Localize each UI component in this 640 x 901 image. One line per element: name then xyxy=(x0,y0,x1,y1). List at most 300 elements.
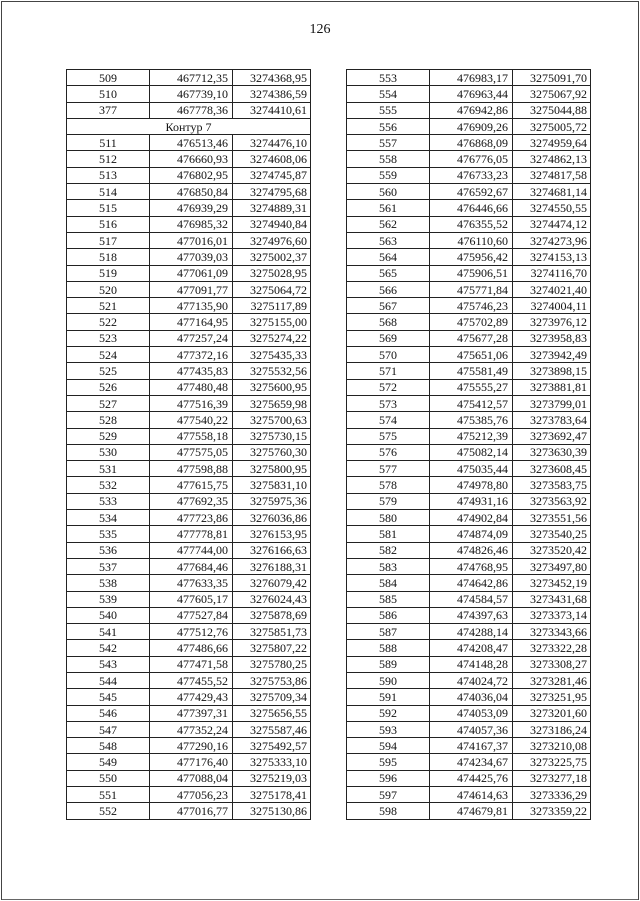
x-coordinate-cell: 477016,01 xyxy=(150,232,233,248)
point-number-cell: 538 xyxy=(67,575,150,591)
y-coordinate-cell: 3274476,10 xyxy=(233,135,311,151)
table-row xyxy=(347,86,591,102)
table-row xyxy=(67,526,311,542)
y-coordinate-cell: 3273551,56 xyxy=(513,510,591,526)
point-number-cell: 548 xyxy=(67,738,150,754)
point-number-cell: 560 xyxy=(347,184,430,200)
x-coordinate-cell: 477429,43 xyxy=(150,689,233,705)
x-coordinate-cell: 474614,63 xyxy=(430,787,513,803)
table-row xyxy=(347,591,591,607)
x-coordinate-cell: 475677,28 xyxy=(430,330,513,346)
x-coordinate-cell: 477744,00 xyxy=(150,542,233,558)
x-coordinate-cell: 477455,52 xyxy=(150,672,233,688)
y-coordinate-cell: 3275800,95 xyxy=(233,461,311,477)
table-row xyxy=(347,118,591,134)
point-number-cell: 521 xyxy=(67,298,150,314)
point-number-cell: 593 xyxy=(347,721,430,737)
x-coordinate-cell: 467712,35 xyxy=(150,70,233,86)
table-row xyxy=(67,444,311,460)
point-number-cell: 573 xyxy=(347,395,430,411)
point-number-cell: 536 xyxy=(67,542,150,558)
contour-label: Контур 7 xyxy=(67,118,311,134)
table-row xyxy=(67,721,311,737)
x-coordinate-cell: 474584,57 xyxy=(430,591,513,607)
table-row xyxy=(347,298,591,314)
y-coordinate-cell: 3273225,75 xyxy=(513,754,591,770)
y-coordinate-cell: 3273583,75 xyxy=(513,477,591,493)
point-number-cell: 581 xyxy=(347,526,430,542)
table-row xyxy=(347,787,591,803)
page-border-top xyxy=(2,1,638,2)
table-row xyxy=(67,347,311,363)
point-number-cell: 562 xyxy=(347,216,430,232)
y-coordinate-cell: 3276166,63 xyxy=(233,542,311,558)
point-number-cell: 595 xyxy=(347,754,430,770)
table-row xyxy=(67,705,311,721)
table-row xyxy=(347,754,591,770)
y-coordinate-cell: 3275492,57 xyxy=(233,738,311,754)
x-coordinate-cell: 477091,77 xyxy=(150,281,233,297)
x-coordinate-cell: 477176,40 xyxy=(150,754,233,770)
x-coordinate-cell: 474036,04 xyxy=(430,689,513,705)
table-row xyxy=(67,770,311,786)
x-coordinate-cell: 476939,29 xyxy=(150,200,233,216)
x-coordinate-cell: 476733,23 xyxy=(430,167,513,183)
x-coordinate-cell: 477088,04 xyxy=(150,770,233,786)
y-coordinate-cell: 3275130,86 xyxy=(233,803,311,819)
y-coordinate-cell: 3276024,43 xyxy=(233,591,311,607)
table-row xyxy=(347,526,591,542)
x-coordinate-cell: 476660,93 xyxy=(150,151,233,167)
x-coordinate-cell: 474397,63 xyxy=(430,607,513,623)
y-coordinate-cell: 3273976,12 xyxy=(513,314,591,330)
x-coordinate-cell: 474679,81 xyxy=(430,803,513,819)
table-row xyxy=(347,428,591,444)
y-coordinate-cell: 3276188,31 xyxy=(233,558,311,574)
y-coordinate-cell: 3275780,25 xyxy=(233,656,311,672)
x-coordinate-cell: 476592,67 xyxy=(430,184,513,200)
page-border-left xyxy=(1,1,2,900)
x-coordinate-cell: 474024,72 xyxy=(430,672,513,688)
x-coordinate-cell: 476446,66 xyxy=(430,200,513,216)
x-coordinate-cell: 475385,76 xyxy=(430,412,513,428)
point-number-cell: 541 xyxy=(67,624,150,640)
x-coordinate-cell: 477723,86 xyxy=(150,510,233,526)
table-row xyxy=(347,151,591,167)
table-row xyxy=(347,412,591,428)
y-coordinate-cell: 3273359,22 xyxy=(513,803,591,819)
x-coordinate-cell: 474053,09 xyxy=(430,705,513,721)
x-coordinate-cell: 476802,95 xyxy=(150,167,233,183)
table-row xyxy=(347,607,591,623)
x-coordinate-cell: 476868,09 xyxy=(430,135,513,151)
y-coordinate-cell: 3275219,03 xyxy=(233,770,311,786)
y-coordinate-cell: 3273783,64 xyxy=(513,412,591,428)
x-coordinate-cell: 474902,84 xyxy=(430,510,513,526)
y-coordinate-cell: 3275831,10 xyxy=(233,477,311,493)
point-number-cell: 598 xyxy=(347,803,430,819)
y-coordinate-cell: 3275975,36 xyxy=(233,493,311,509)
point-number-cell: 574 xyxy=(347,412,430,428)
coordinates-table-right xyxy=(346,69,591,820)
y-coordinate-cell: 3275760,30 xyxy=(233,444,311,460)
point-number-cell: 529 xyxy=(67,428,150,444)
table-row xyxy=(67,249,311,265)
y-coordinate-cell: 3275333,10 xyxy=(233,754,311,770)
x-coordinate-cell: 477056,23 xyxy=(150,787,233,803)
y-coordinate-cell: 3273540,25 xyxy=(513,526,591,542)
point-number-cell: 584 xyxy=(347,575,430,591)
point-number-cell: 556 xyxy=(347,118,430,134)
x-coordinate-cell: 475581,49 xyxy=(430,363,513,379)
y-coordinate-cell: 3274817,58 xyxy=(513,167,591,183)
x-coordinate-cell: 475702,89 xyxy=(430,314,513,330)
table-row xyxy=(347,249,591,265)
x-coordinate-cell: 477575,05 xyxy=(150,444,233,460)
point-number-cell: 534 xyxy=(67,510,150,526)
point-number-cell: 553 xyxy=(347,70,430,86)
x-coordinate-cell: 477352,24 xyxy=(150,721,233,737)
y-coordinate-cell: 3275064,72 xyxy=(233,281,311,297)
x-coordinate-cell: 474768,95 xyxy=(430,558,513,574)
x-coordinate-cell: 475555,27 xyxy=(430,379,513,395)
x-coordinate-cell: 476355,52 xyxy=(430,216,513,232)
x-coordinate-cell: 475412,57 xyxy=(430,395,513,411)
x-coordinate-cell: 477692,35 xyxy=(150,493,233,509)
table-row xyxy=(347,395,591,411)
y-coordinate-cell: 3275067,92 xyxy=(513,86,591,102)
y-coordinate-cell: 3275878,69 xyxy=(233,607,311,623)
y-coordinate-cell: 3273520,42 xyxy=(513,542,591,558)
table-row xyxy=(347,624,591,640)
y-coordinate-cell: 3273898,15 xyxy=(513,363,591,379)
table-row xyxy=(347,461,591,477)
point-number-cell: 592 xyxy=(347,705,430,721)
x-coordinate-cell: 476909,26 xyxy=(430,118,513,134)
x-coordinate-cell: 474425,76 xyxy=(430,770,513,786)
table-row xyxy=(67,428,311,444)
y-coordinate-cell: 3275730,15 xyxy=(233,428,311,444)
table-row xyxy=(347,721,591,737)
table-row xyxy=(347,102,591,118)
y-coordinate-cell: 3275807,22 xyxy=(233,640,311,656)
table-row xyxy=(67,510,311,526)
point-number-cell: 576 xyxy=(347,444,430,460)
table-row xyxy=(67,330,311,346)
y-coordinate-cell: 3273881,81 xyxy=(513,379,591,395)
x-coordinate-cell: 476850,84 xyxy=(150,184,233,200)
x-coordinate-cell: 477290,16 xyxy=(150,738,233,754)
table-row xyxy=(67,803,311,819)
table-row xyxy=(347,314,591,330)
y-coordinate-cell: 3273431,68 xyxy=(513,591,591,607)
y-coordinate-cell: 3274940,84 xyxy=(233,216,311,232)
table-row xyxy=(347,347,591,363)
y-coordinate-cell: 3275178,41 xyxy=(233,787,311,803)
table-row xyxy=(67,672,311,688)
table-row xyxy=(347,135,591,151)
table-row xyxy=(67,607,311,623)
y-coordinate-cell: 3275700,63 xyxy=(233,412,311,428)
table-row xyxy=(67,575,311,591)
table-row xyxy=(347,575,591,591)
x-coordinate-cell: 475771,84 xyxy=(430,281,513,297)
y-coordinate-cell: 3274386,59 xyxy=(233,86,311,102)
coordinates-table-right-body xyxy=(347,70,591,820)
point-number-cell: 567 xyxy=(347,298,430,314)
x-coordinate-cell: 474148,28 xyxy=(430,656,513,672)
y-coordinate-cell: 3273942,49 xyxy=(513,347,591,363)
point-number-cell: 509 xyxy=(67,70,150,86)
table-row xyxy=(67,102,311,118)
x-coordinate-cell: 474234,67 xyxy=(430,754,513,770)
table-row xyxy=(347,281,591,297)
table-row xyxy=(67,70,311,86)
x-coordinate-cell: 477257,24 xyxy=(150,330,233,346)
point-number-cell: 559 xyxy=(347,167,430,183)
table-row xyxy=(347,330,591,346)
y-coordinate-cell: 3275532,56 xyxy=(233,363,311,379)
x-coordinate-cell: 477435,83 xyxy=(150,363,233,379)
x-coordinate-cell: 475212,39 xyxy=(430,428,513,444)
table-row xyxy=(347,184,591,200)
point-number-cell: 594 xyxy=(347,738,430,754)
x-coordinate-cell: 477778,81 xyxy=(150,526,233,542)
y-coordinate-cell: 3273608,45 xyxy=(513,461,591,477)
x-coordinate-cell: 474208,47 xyxy=(430,640,513,656)
x-coordinate-cell: 476513,46 xyxy=(150,135,233,151)
point-number-cell: 577 xyxy=(347,461,430,477)
table-row xyxy=(347,656,591,672)
y-coordinate-cell: 3275091,70 xyxy=(513,70,591,86)
x-coordinate-cell: 476942,86 xyxy=(430,102,513,118)
point-number-cell: 589 xyxy=(347,656,430,672)
table-row xyxy=(67,656,311,672)
y-coordinate-cell: 3274116,70 xyxy=(513,265,591,281)
table-row xyxy=(347,542,591,558)
x-coordinate-cell: 477486,66 xyxy=(150,640,233,656)
y-coordinate-cell: 3275753,86 xyxy=(233,672,311,688)
point-number-cell: 532 xyxy=(67,477,150,493)
point-number-cell: 519 xyxy=(67,265,150,281)
point-number-cell: 564 xyxy=(347,249,430,265)
point-number-cell: 596 xyxy=(347,770,430,786)
table-row xyxy=(347,493,591,509)
point-number-cell: 522 xyxy=(67,314,150,330)
coordinates-table-left-body xyxy=(67,70,311,820)
y-coordinate-cell: 3273281,46 xyxy=(513,672,591,688)
table-row xyxy=(347,705,591,721)
point-number-cell: 518 xyxy=(67,249,150,265)
x-coordinate-cell: 475651,06 xyxy=(430,347,513,363)
table-row xyxy=(67,787,311,803)
y-coordinate-cell: 3276036,86 xyxy=(233,510,311,526)
point-number-cell: 542 xyxy=(67,640,150,656)
y-coordinate-cell: 3273201,60 xyxy=(513,705,591,721)
y-coordinate-cell: 3273336,29 xyxy=(513,787,591,803)
point-number-cell: 544 xyxy=(67,672,150,688)
y-coordinate-cell: 3273308,27 xyxy=(513,656,591,672)
table-row xyxy=(67,86,311,102)
point-number-cell: 514 xyxy=(67,184,150,200)
x-coordinate-cell: 474931,16 xyxy=(430,493,513,509)
point-number-cell: 554 xyxy=(347,86,430,102)
point-number-cell: 546 xyxy=(67,705,150,721)
point-number-cell: 569 xyxy=(347,330,430,346)
point-number-cell: 513 xyxy=(67,167,150,183)
table-row xyxy=(67,558,311,574)
table-row xyxy=(67,738,311,754)
x-coordinate-cell: 476963,44 xyxy=(430,86,513,102)
y-coordinate-cell: 3273373,14 xyxy=(513,607,591,623)
y-coordinate-cell: 3276153,95 xyxy=(233,526,311,542)
point-number-cell: 516 xyxy=(67,216,150,232)
y-coordinate-cell: 3273799,01 xyxy=(513,395,591,411)
table-row xyxy=(67,298,311,314)
point-number-cell: 563 xyxy=(347,232,430,248)
point-number-cell: 555 xyxy=(347,102,430,118)
table-row xyxy=(67,477,311,493)
point-number-cell: 565 xyxy=(347,265,430,281)
table-row xyxy=(347,200,591,216)
point-number-cell: 531 xyxy=(67,461,150,477)
table-row xyxy=(347,738,591,754)
x-coordinate-cell: 467778,36 xyxy=(150,102,233,118)
y-coordinate-cell: 3275656,55 xyxy=(233,705,311,721)
y-coordinate-cell: 3274608,06 xyxy=(233,151,311,167)
point-number-cell: 377 xyxy=(67,102,150,118)
x-coordinate-cell: 474167,37 xyxy=(430,738,513,754)
table-row xyxy=(347,232,591,248)
x-coordinate-cell: 477372,16 xyxy=(150,347,233,363)
point-number-cell: 585 xyxy=(347,591,430,607)
x-coordinate-cell: 477512,76 xyxy=(150,624,233,640)
point-number-cell: 558 xyxy=(347,151,430,167)
y-coordinate-cell: 3275274,22 xyxy=(233,330,311,346)
point-number-cell: 547 xyxy=(67,721,150,737)
y-coordinate-cell: 3274474,12 xyxy=(513,216,591,232)
y-coordinate-cell: 3273692,47 xyxy=(513,428,591,444)
y-coordinate-cell: 3274889,31 xyxy=(233,200,311,216)
y-coordinate-cell: 3273452,19 xyxy=(513,575,591,591)
x-coordinate-cell: 477016,77 xyxy=(150,803,233,819)
coordinates-table-left xyxy=(66,69,311,820)
x-coordinate-cell: 477061,09 xyxy=(150,265,233,281)
table-row xyxy=(347,70,591,86)
point-number-cell: 570 xyxy=(347,347,430,363)
table-row xyxy=(67,216,311,232)
x-coordinate-cell: 474642,86 xyxy=(430,575,513,591)
table-row xyxy=(67,363,311,379)
table-row xyxy=(347,265,591,281)
point-number-cell: 551 xyxy=(67,787,150,803)
table-row xyxy=(67,412,311,428)
point-number-cell: 539 xyxy=(67,591,150,607)
y-coordinate-cell: 3275600,95 xyxy=(233,379,311,395)
y-coordinate-cell: 3274273,96 xyxy=(513,232,591,248)
table-row xyxy=(347,558,591,574)
point-number-cell: 586 xyxy=(347,607,430,623)
x-coordinate-cell: 475906,51 xyxy=(430,265,513,281)
x-coordinate-cell: 474288,14 xyxy=(430,624,513,640)
y-coordinate-cell: 3273251,95 xyxy=(513,689,591,705)
table-row xyxy=(347,167,591,183)
point-number-cell: 517 xyxy=(67,232,150,248)
y-coordinate-cell: 3273277,18 xyxy=(513,770,591,786)
x-coordinate-cell: 477605,17 xyxy=(150,591,233,607)
y-coordinate-cell: 3273322,28 xyxy=(513,640,591,656)
table-row xyxy=(67,151,311,167)
x-coordinate-cell: 477540,22 xyxy=(150,412,233,428)
y-coordinate-cell: 3275002,37 xyxy=(233,249,311,265)
point-number-cell: 545 xyxy=(67,689,150,705)
y-coordinate-cell: 3274153,13 xyxy=(513,249,591,265)
table-row xyxy=(67,167,311,183)
y-coordinate-cell: 3273497,80 xyxy=(513,558,591,574)
x-coordinate-cell: 476983,17 xyxy=(430,70,513,86)
table-row xyxy=(347,477,591,493)
x-coordinate-cell: 477558,18 xyxy=(150,428,233,444)
y-coordinate-cell: 3274368,95 xyxy=(233,70,311,86)
point-number-cell: 530 xyxy=(67,444,150,460)
y-coordinate-cell: 3275155,00 xyxy=(233,314,311,330)
point-number-cell: 588 xyxy=(347,640,430,656)
x-coordinate-cell: 476110,60 xyxy=(430,232,513,248)
table-row xyxy=(347,640,591,656)
page-number: 126 xyxy=(309,22,331,37)
y-coordinate-cell: 3275044,88 xyxy=(513,102,591,118)
y-coordinate-cell: 3276079,42 xyxy=(233,575,311,591)
point-number-cell: 540 xyxy=(67,607,150,623)
point-number-cell: 590 xyxy=(347,672,430,688)
point-number-cell: 543 xyxy=(67,656,150,672)
y-coordinate-cell: 3273958,83 xyxy=(513,330,591,346)
table-row xyxy=(347,689,591,705)
point-number-cell: 512 xyxy=(67,151,150,167)
x-coordinate-cell: 474874,09 xyxy=(430,526,513,542)
x-coordinate-cell: 475956,42 xyxy=(430,249,513,265)
y-coordinate-cell: 3274862,13 xyxy=(513,151,591,167)
point-number-cell: 591 xyxy=(347,689,430,705)
y-coordinate-cell: 3275117,89 xyxy=(233,298,311,314)
point-number-cell: 571 xyxy=(347,363,430,379)
y-coordinate-cell: 3273563,92 xyxy=(513,493,591,509)
point-number-cell: 535 xyxy=(67,526,150,542)
table-row xyxy=(67,200,311,216)
point-number-cell: 578 xyxy=(347,477,430,493)
y-coordinate-cell: 3273186,24 xyxy=(513,721,591,737)
x-coordinate-cell: 477397,31 xyxy=(150,705,233,721)
x-coordinate-cell: 477598,88 xyxy=(150,461,233,477)
point-number-cell: 568 xyxy=(347,314,430,330)
table-row xyxy=(347,672,591,688)
point-number-cell: 526 xyxy=(67,379,150,395)
x-coordinate-cell: 477633,35 xyxy=(150,575,233,591)
table-row xyxy=(347,803,591,819)
y-coordinate-cell: 3274745,87 xyxy=(233,167,311,183)
table-row xyxy=(67,542,311,558)
y-coordinate-cell: 3275709,34 xyxy=(233,689,311,705)
y-coordinate-cell: 3273630,39 xyxy=(513,444,591,460)
point-number-cell: 511 xyxy=(67,135,150,151)
point-number-cell: 575 xyxy=(347,428,430,444)
table-row xyxy=(67,624,311,640)
y-coordinate-cell: 3275587,46 xyxy=(233,721,311,737)
x-coordinate-cell: 474826,46 xyxy=(430,542,513,558)
table-row xyxy=(67,379,311,395)
y-coordinate-cell: 3274004,11 xyxy=(513,298,591,314)
table-row xyxy=(67,640,311,656)
